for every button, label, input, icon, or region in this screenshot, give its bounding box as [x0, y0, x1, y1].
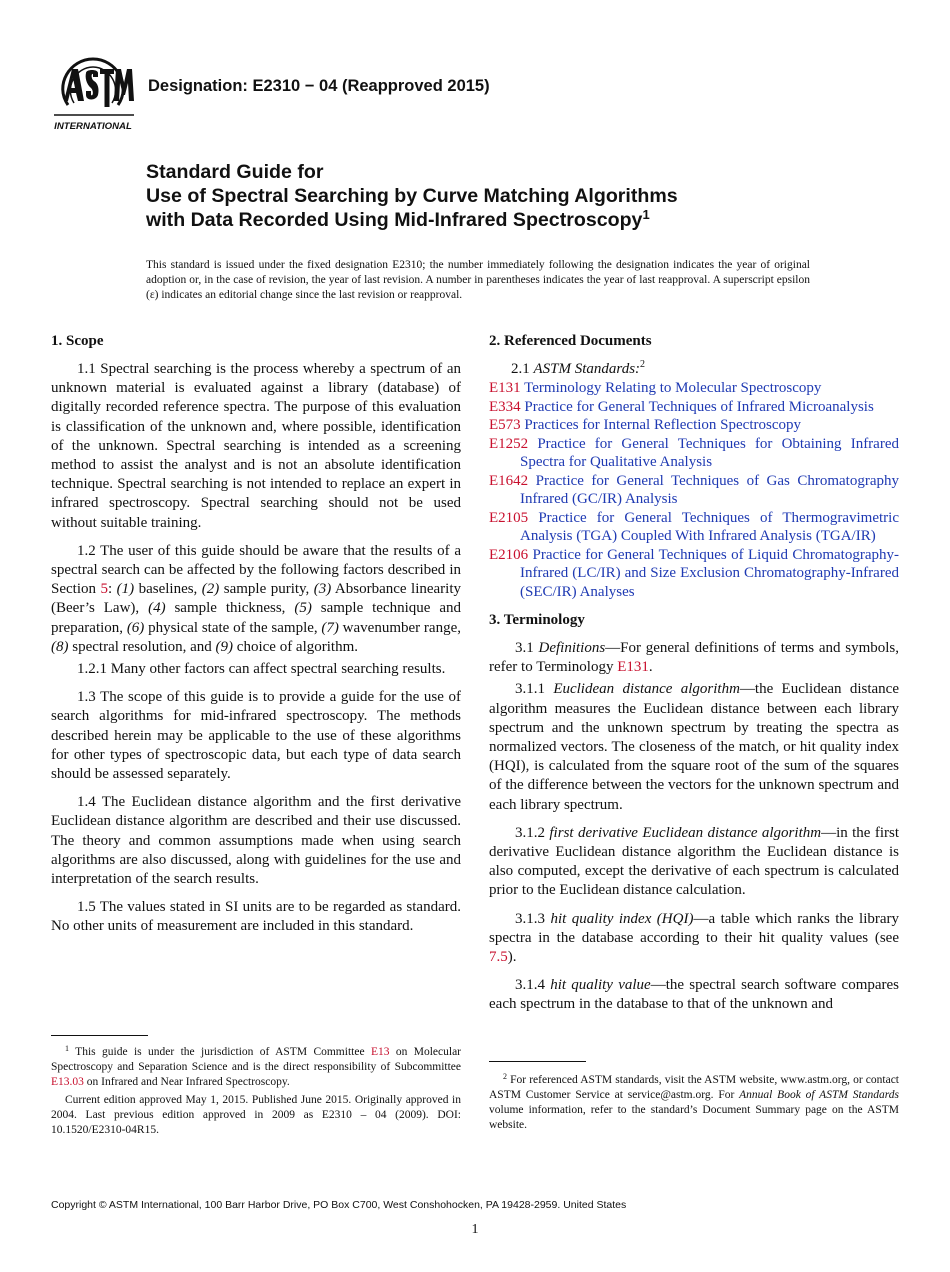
ref-title-link[interactable]: Practice for General Techniques of Gas Chromatography Infrared (GC/IR) Analysis — [520, 472, 899, 507]
para-num: 3.1.1 — [515, 681, 554, 698]
footnote-divider — [51, 1035, 148, 1036]
title-line-1: Standard Guide for — [146, 161, 324, 183]
definition-text: —For general definitions of terms and symbols, refer to Terminology — [489, 640, 900, 676]
astm-logo-icon — [50, 55, 136, 135]
factor-text: wavenumber range, — [338, 619, 461, 636]
para-num: 3.1 — [515, 640, 539, 656]
definition-text: —the Euclidean distance algorithm measures the Euclidean distance between each library spectrum and the unknown spectrum by treating the spectra as normalized vectors. The closeness of the match, or hit quality index (HQI), is calculated from the square root of the sum of the squares of the difference between the vectors for the unknown spectrum and each library spectrum. — [489, 681, 899, 813]
definition-text: ). — [507, 949, 517, 966]
factor-text: choice of algorithm. — [233, 638, 359, 655]
ref-code-link[interactable]: E2105 — [489, 509, 529, 526]
para-1-2 — [51, 542, 461, 657]
ref-title-link[interactable]: Practice for General Techniques of Infrared Microanalysis — [524, 398, 874, 415]
document-title — [146, 160, 678, 232]
ref-item[interactable] — [489, 398, 899, 417]
ref-title-link[interactable]: Practices for Internal Reflection Spectroscopy — [524, 417, 801, 433]
footnote-text: on Molecular Spectroscopy and Separation Science and is the direct responsibility of Subcommittee — [51, 1046, 461, 1073]
title-line-2: Use of Spectral Searching by Curve Matching Algorithms — [146, 185, 678, 207]
para-3-1-3 — [489, 910, 899, 968]
footnote-1-text — [51, 1045, 461, 1090]
factor-number: (4) — [148, 600, 166, 617]
copyright-line: Copyright © ASTM International, 100 Barr Harbor Drive, PO Box C700, West Conshohocken, PA 19428-2959. United States — [51, 1199, 627, 1211]
title-line-3 — [146, 208, 678, 232]
para-1-4: 1.4 The Euclidean distance algorithm and the first derivative Euclidean distance algorithm are described and their use discussed. The theory and common assumptions made when using search algorithms are also discussed, along with guidelines for the use and interpretation of the search results. — [51, 794, 461, 888]
term: Euclidean distance algorithm — [553, 681, 740, 698]
ref-title-link[interactable]: Practice for General Techniques of Thermogravimetric Analysis (TGA) Coupled With Infrared Analysis (TGA/IR) — [520, 509, 899, 544]
std-label-num: 2.1 — [511, 361, 534, 377]
factor-number: (1) — [116, 581, 135, 598]
factor-number: (8) — [51, 638, 69, 655]
e131-link[interactable]: E131 — [617, 659, 649, 676]
factor-text: spectral resolution, and — [68, 638, 216, 655]
referenced-documents-heading: 2. Referenced Documents — [489, 333, 652, 349]
astm-standards-label — [489, 360, 899, 379]
para-3-1-1 — [489, 680, 899, 814]
ref-title-link[interactable]: Practice for General Techniques of Liquid Chromatography-Infrared (LC/IR) and Size Exclusion Chromatography-Infrared (SEC/IR) Analyses — [520, 546, 900, 600]
standard-notice: This standard is issued under the fixed designation E2310; the number immediately following the designation indicates the year of original adoption or, in the case of revision, the year of last revision. A number in parentheses indicates the year of last reapproval. A superscript epsilon (ε) indicates an editorial change since the last revision or reapproval. — [146, 259, 810, 301]
factor-text: sample technique and preparation, — [51, 600, 461, 636]
para-3-1-4 — [489, 976, 899, 1014]
logo-wordmark: INTERNATIONAL — [54, 121, 132, 132]
footnote-text: volume information, refer to the standard’s Document Summary page on the ASTM website. — [489, 1104, 899, 1131]
footnote-2-text — [489, 1073, 899, 1133]
factor-text: sample purity, — [219, 581, 314, 598]
e13-03-link[interactable]: E13.03 — [51, 1076, 84, 1088]
para-num: 3.1.3 — [515, 910, 551, 927]
page-number: 1 — [471, 1222, 479, 1237]
title-footnote-mark: 1 — [642, 207, 650, 222]
para-num: 3.1.4 — [515, 977, 551, 994]
para-1-2-text: : — [107, 581, 117, 598]
ref-item[interactable] — [489, 472, 899, 509]
footnote-text: on Infrared and Near Infrared Spectroscopy. — [83, 1076, 290, 1088]
ref-item[interactable] — [489, 509, 899, 546]
right-column — [489, 332, 899, 1024]
factor-text: baselines, — [134, 581, 202, 598]
factor-text: Absorbance linearity (Beer’s Law), — [51, 581, 462, 617]
title-line-3-text: with Data Recorded Using Mid-Infrared Spectroscopy — [146, 209, 643, 231]
definition-text: . — [648, 659, 653, 676]
term: Definitions — [538, 640, 606, 656]
left-column — [51, 332, 461, 946]
para-1-5: 1.5 The values stated in SI units are to be regarded as standard. No other units of measurement are included in this standard. — [51, 899, 461, 935]
term: hit quality index (HQI) — [550, 910, 694, 927]
ref-item[interactable] — [489, 435, 899, 472]
factor-text: sample thickness, — [165, 600, 295, 617]
para-1-2-text: 1.2 The user of this guide should be aware that the results of a spectral search can be affected by the following factors described in Section — [51, 542, 461, 598]
ref-item[interactable] — [489, 546, 899, 602]
para-3-1 — [489, 639, 899, 677]
factor-number: (2) — [201, 581, 220, 598]
ref-item[interactable] — [489, 379, 899, 398]
footnote-1 — [51, 1045, 461, 1141]
ref-code-link[interactable]: E334 — [489, 398, 521, 415]
definition-text: —a table which ranks the library spectra in the database according to their hit quality values (see — [489, 910, 900, 946]
para-1-3: 1.3 The scope of this guide is to provide a guide for the use of search algorithms for mid-infrared spectroscopy. The methods described herein may be applicable to the use of these algorithms for other types of spectroscopic data, but each type of data search should be assessed separately. — [51, 689, 461, 783]
factor-number: (5) — [294, 600, 312, 617]
ref-code-link[interactable]: E573 — [489, 417, 521, 433]
para-3-1-2 — [489, 824, 899, 901]
ref-code-link[interactable]: E131 — [489, 380, 521, 396]
para-num: 3.1.2 — [515, 824, 550, 841]
footnote-text: For referenced ASTM standards, visit the ASTM website, www.astm.org, or contact ASTM Customer Service at service@astm.org. For — [489, 1074, 899, 1101]
term: hit quality value — [550, 977, 651, 994]
section-7-5-link[interactable]: 7.5 — [489, 949, 508, 966]
footnote-italic: Annual Book of ASTM Standards — [739, 1089, 899, 1101]
term: first derivative Euclidean distance algorithm — [549, 824, 822, 841]
footnote-mark: 1 — [65, 1044, 69, 1053]
section-5-link[interactable]: 5 — [100, 581, 108, 598]
ref-item[interactable] — [489, 416, 899, 435]
definition-text: —the spectral search software compares each spectrum in the database to that of the unknown and — [489, 977, 900, 1013]
footnote-divider — [489, 1061, 586, 1062]
footnote-mark: 2 — [503, 1072, 507, 1081]
para-1-1: 1.1 Spectral searching is the process whereby a spectrum of an unknown material is evaluated against a library (database) of digitally recorded reference spectra. The purpose of this evaluation is classification of the unknown and, where possible, identification of the unknown. Spectral searching is intended as a screening method to assist the analyst and is not an absolute identification technique. Spectral searching is not intended to replace an expert in infrared spectroscopy. Spectral searching should not be used without suitable training. — [51, 361, 461, 531]
ref-title-link[interactable]: Practice for General Techniques for Obtaining Infrared Spectra for Qualitative Analysis — [520, 435, 899, 470]
e13-link[interactable]: E13 — [370, 1046, 390, 1058]
ref-code-link[interactable]: E1642 — [489, 472, 529, 489]
factor-number: (7) — [321, 619, 339, 636]
scope-heading: 1. Scope — [51, 333, 104, 349]
footnote-1-edition: Current edition approved May 1, 2015. Published June 2015. Originally approved in 2004. Last previous edition approved in 2009 as E2310 – 04 (2009). DOI: 10.1520/E2310-04R15. — [51, 1094, 461, 1136]
ref-title-link[interactable]: Terminology Relating to Molecular Spectroscopy — [524, 380, 822, 396]
std-label-text: ASTM Standards: — [533, 361, 641, 377]
factor-number: (3) — [313, 581, 332, 598]
definition-text: —in the first derivative Euclidean distance algorithm the Euclidean distance is also computed, except the derivative of each spectrum is calculated prior to the Euclidean distance calculation. — [489, 824, 900, 899]
std-footnote-mark: 2 — [640, 359, 646, 370]
footnote-2 — [489, 1073, 899, 1136]
factor-number: (9) — [215, 638, 234, 655]
terminology-heading: 3. Terminology — [489, 612, 585, 628]
factor-text: physical state of the sample, — [144, 619, 322, 636]
ref-code-link[interactable]: E1252 — [489, 435, 529, 452]
designation: Designation: E2310 − 04 (Reapproved 2015) — [148, 77, 490, 95]
ref-code-link[interactable]: E2106 — [489, 546, 529, 563]
para-1-2-1: 1.2.1 Many other factors can affect spectral searching results. — [77, 661, 446, 678]
factor-number: (6) — [126, 619, 145, 636]
footnote-text: This guide is under the jurisdiction of ASTM Committee — [69, 1046, 371, 1058]
